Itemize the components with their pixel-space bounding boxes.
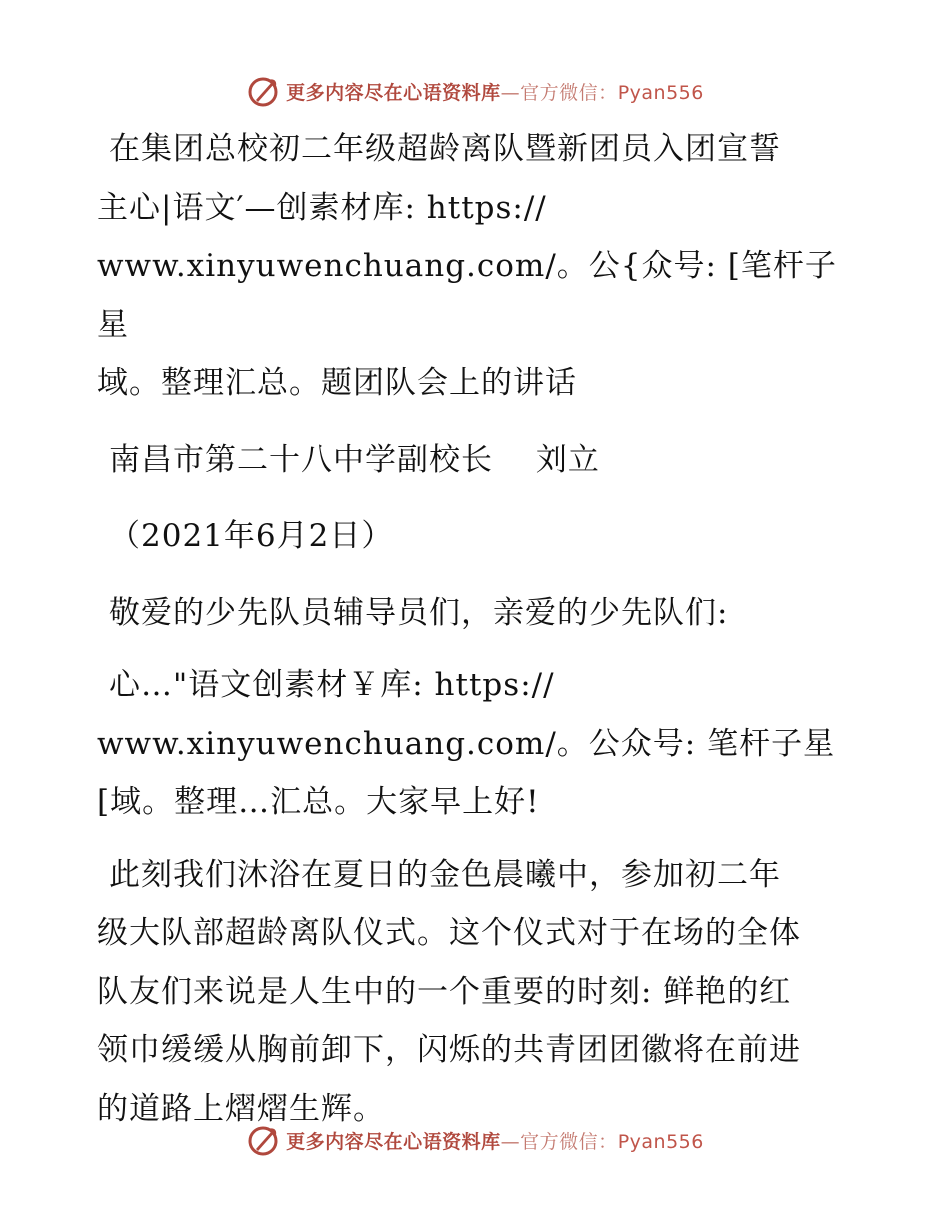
body-line: 领巾缓缓从胸前卸下，闪烁的共青团团徽将在前进 — [97, 1032, 801, 1068]
quill-logo-icon — [246, 1123, 280, 1157]
header-banner — [0, 71, 950, 111]
greeting-line: 敬爱的少先队员辅导员们，亲爱的少先队们: — [109, 594, 729, 631]
footer-banner — [0, 1120, 950, 1160]
body-line: 此刻我们沐浴在夏日的金色晨曦中，参加初二年 — [109, 856, 781, 893]
banner-wechat-id: Pyan556 — [617, 81, 704, 104]
title-line: 在集团总校初二年级超龄离队暨新团员入团宣誓 — [109, 131, 781, 167]
inserted-line: www.xinyuwenchuang.com/。公众号: 笔杆子星 — [97, 725, 836, 762]
banner-text — [286, 1127, 704, 1154]
banner-title: 更多内容尽在心语资料库 — [286, 81, 501, 104]
banner-wechat-id: Pyan556 — [617, 1130, 704, 1153]
body-line: 级大队部超龄离队仪式。这个仪式对于在场的全体 — [97, 915, 801, 951]
banner-wechat-label: —官方微信： — [500, 1130, 618, 1153]
banner-text — [286, 78, 704, 105]
banner-wechat-label: —官方微信： — [500, 81, 618, 104]
document-body — [97, 120, 857, 1138]
body-line: 队友们来说是人生中的一个重要的时刻: 鲜艳的红 — [97, 973, 792, 1010]
title-line: 域。整理汇总。题团队会上的讲话 — [97, 365, 577, 401]
inserted-line: [域。整理…汇总。大家早上好! — [97, 784, 540, 820]
title-line: 主心|语文′—创素材库: https:// — [97, 189, 547, 226]
body-line: 的道路上熠熠生辉。 — [97, 1090, 385, 1127]
banner-title: 更多内容尽在心语资料库 — [286, 1130, 501, 1153]
quill-logo-icon — [246, 74, 280, 108]
inserted-line: 心…"语文创素材￥库: https:// — [109, 667, 555, 703]
date-line: （2021年6月2日） — [109, 518, 394, 554]
body-paragraph — [97, 846, 857, 1139]
title-line: www.xinyuwenchuang.com/。公{众号: [笔杆子星 — [97, 248, 837, 343]
author-line: 南昌市第二十八中学副校长 刘立 — [109, 441, 600, 478]
title-block — [97, 120, 857, 413]
inserted-block — [97, 656, 857, 832]
